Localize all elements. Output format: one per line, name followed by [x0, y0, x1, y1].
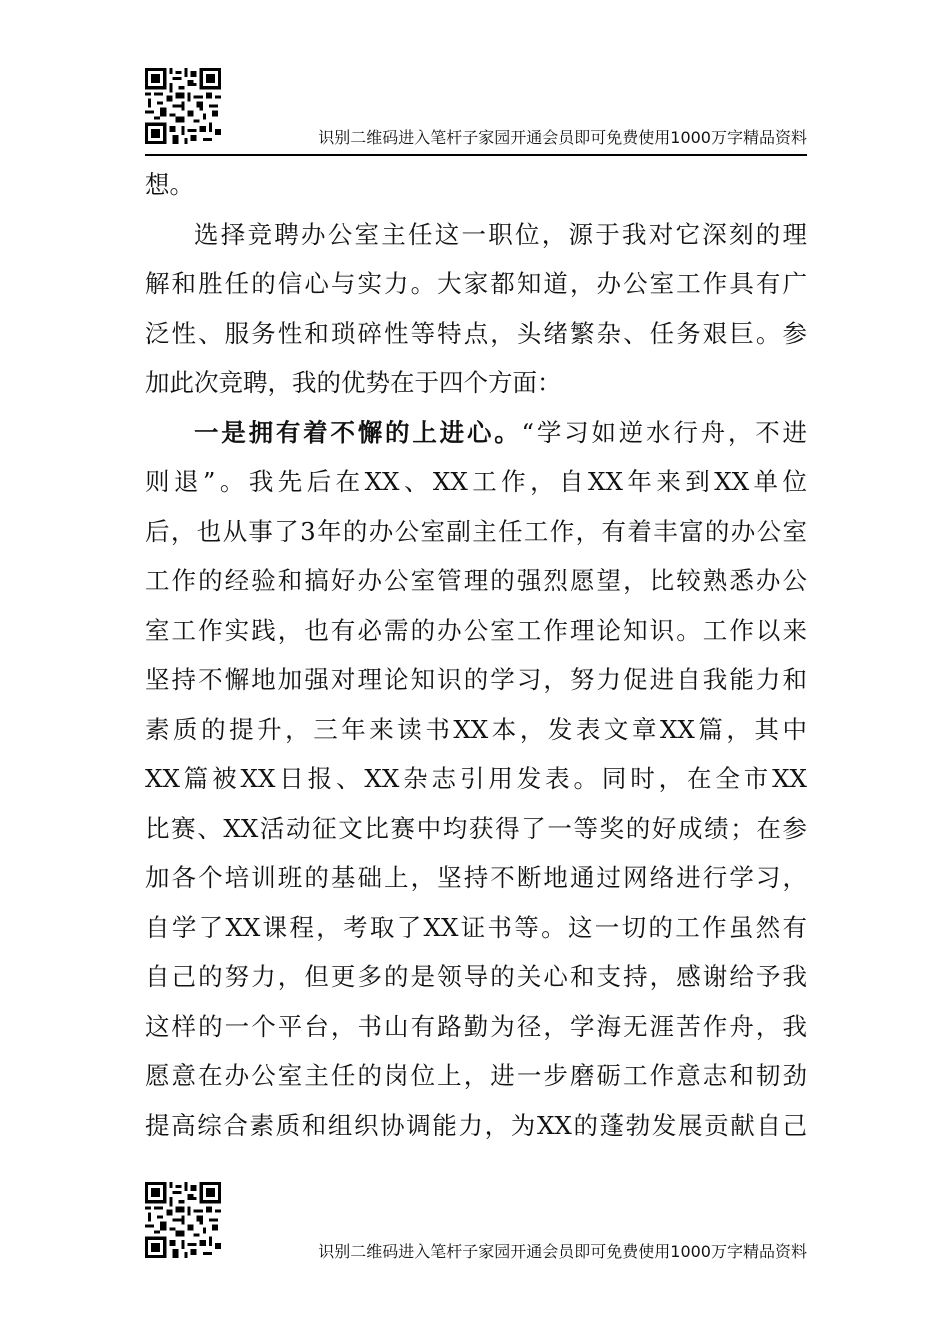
page-footer	[145, 1182, 807, 1268]
text-line: 加各个培训班的基础上，坚持不断地通过网络进行学习，	[145, 863, 807, 892]
page-header	[145, 68, 807, 154]
text-line-with-lead	[145, 408, 807, 458]
text-line: 自己的努力，但更多的是领导的关心和支持，感谢给予我	[145, 962, 807, 991]
text-line: 解和胜任的信心与实力。大家都知道，办公室工作具有广	[145, 269, 807, 298]
text-line: 坚持不懈地加强对理论知识的学习，努力促进自我能力和	[145, 665, 807, 694]
text-line: 自学了XX课程，考取了XX证书等。这一切的工作虽然有	[145, 912, 807, 942]
qr-code-icon[interactable]	[145, 68, 221, 144]
text-line: 这样的一个平台，书山有路勤为径，学海无涯苦作舟，我	[145, 1011, 807, 1041]
footer-note: 识别二维码进入笔杆子家园开通会员即可免费使用1000万字精品资料	[318, 1242, 807, 1261]
text-line: 加此次竞聘，我的优势在于四个方面：	[145, 368, 562, 397]
bold-lead: 一是拥有着不懈的上进心。	[194, 417, 522, 447]
document-body	[145, 160, 807, 1150]
header-note: 识别二维码进入笔杆子家园开通会员即可免费使用1000万字精品资料	[318, 128, 807, 147]
text-line: 则退”。我先后在XX、XX工作，自XX年来到XX单位	[145, 467, 807, 496]
text-line: 愿意在办公室主任的岗位上，进一步磨砺工作意志和韧劲	[145, 1061, 807, 1090]
text-line: 选择竞聘办公室主任这一职位，源于我对它深刻的理	[194, 219, 807, 249]
text-line: 室工作实践，也有必需的办公室工作理论知识。工作以来	[145, 615, 807, 645]
header-rule	[145, 154, 807, 156]
text-line: 比赛、XX活动征文比赛中均获得了一等奖的好成绩；在参	[145, 813, 807, 843]
text-line: 提高综合素质和组织协调能力，为XX的蓬勃发展贡献自己	[145, 1110, 807, 1140]
qr-code-icon[interactable]	[145, 1182, 221, 1258]
text-line: 后，也从事了3年的办公室副主任工作，有着丰富的办公室	[145, 516, 807, 546]
text-line: XX篇被XX日报、XX杂志引用发表。同时，在全市XX	[145, 764, 807, 793]
text-run: “学习如逆水行舟，不进	[521, 417, 807, 447]
text-line: 工作的经验和搞好办公室管理的强烈愿望，比较熟悉办公	[145, 566, 807, 595]
text-line: 素质的提升，三年来读书XX本，发表文章XX篇，其中	[145, 714, 807, 744]
text-line: 泛性、服务性和琐碎性等特点，头绪繁杂、任务艰巨。参	[145, 318, 807, 348]
text-line: 想。	[145, 170, 194, 199]
